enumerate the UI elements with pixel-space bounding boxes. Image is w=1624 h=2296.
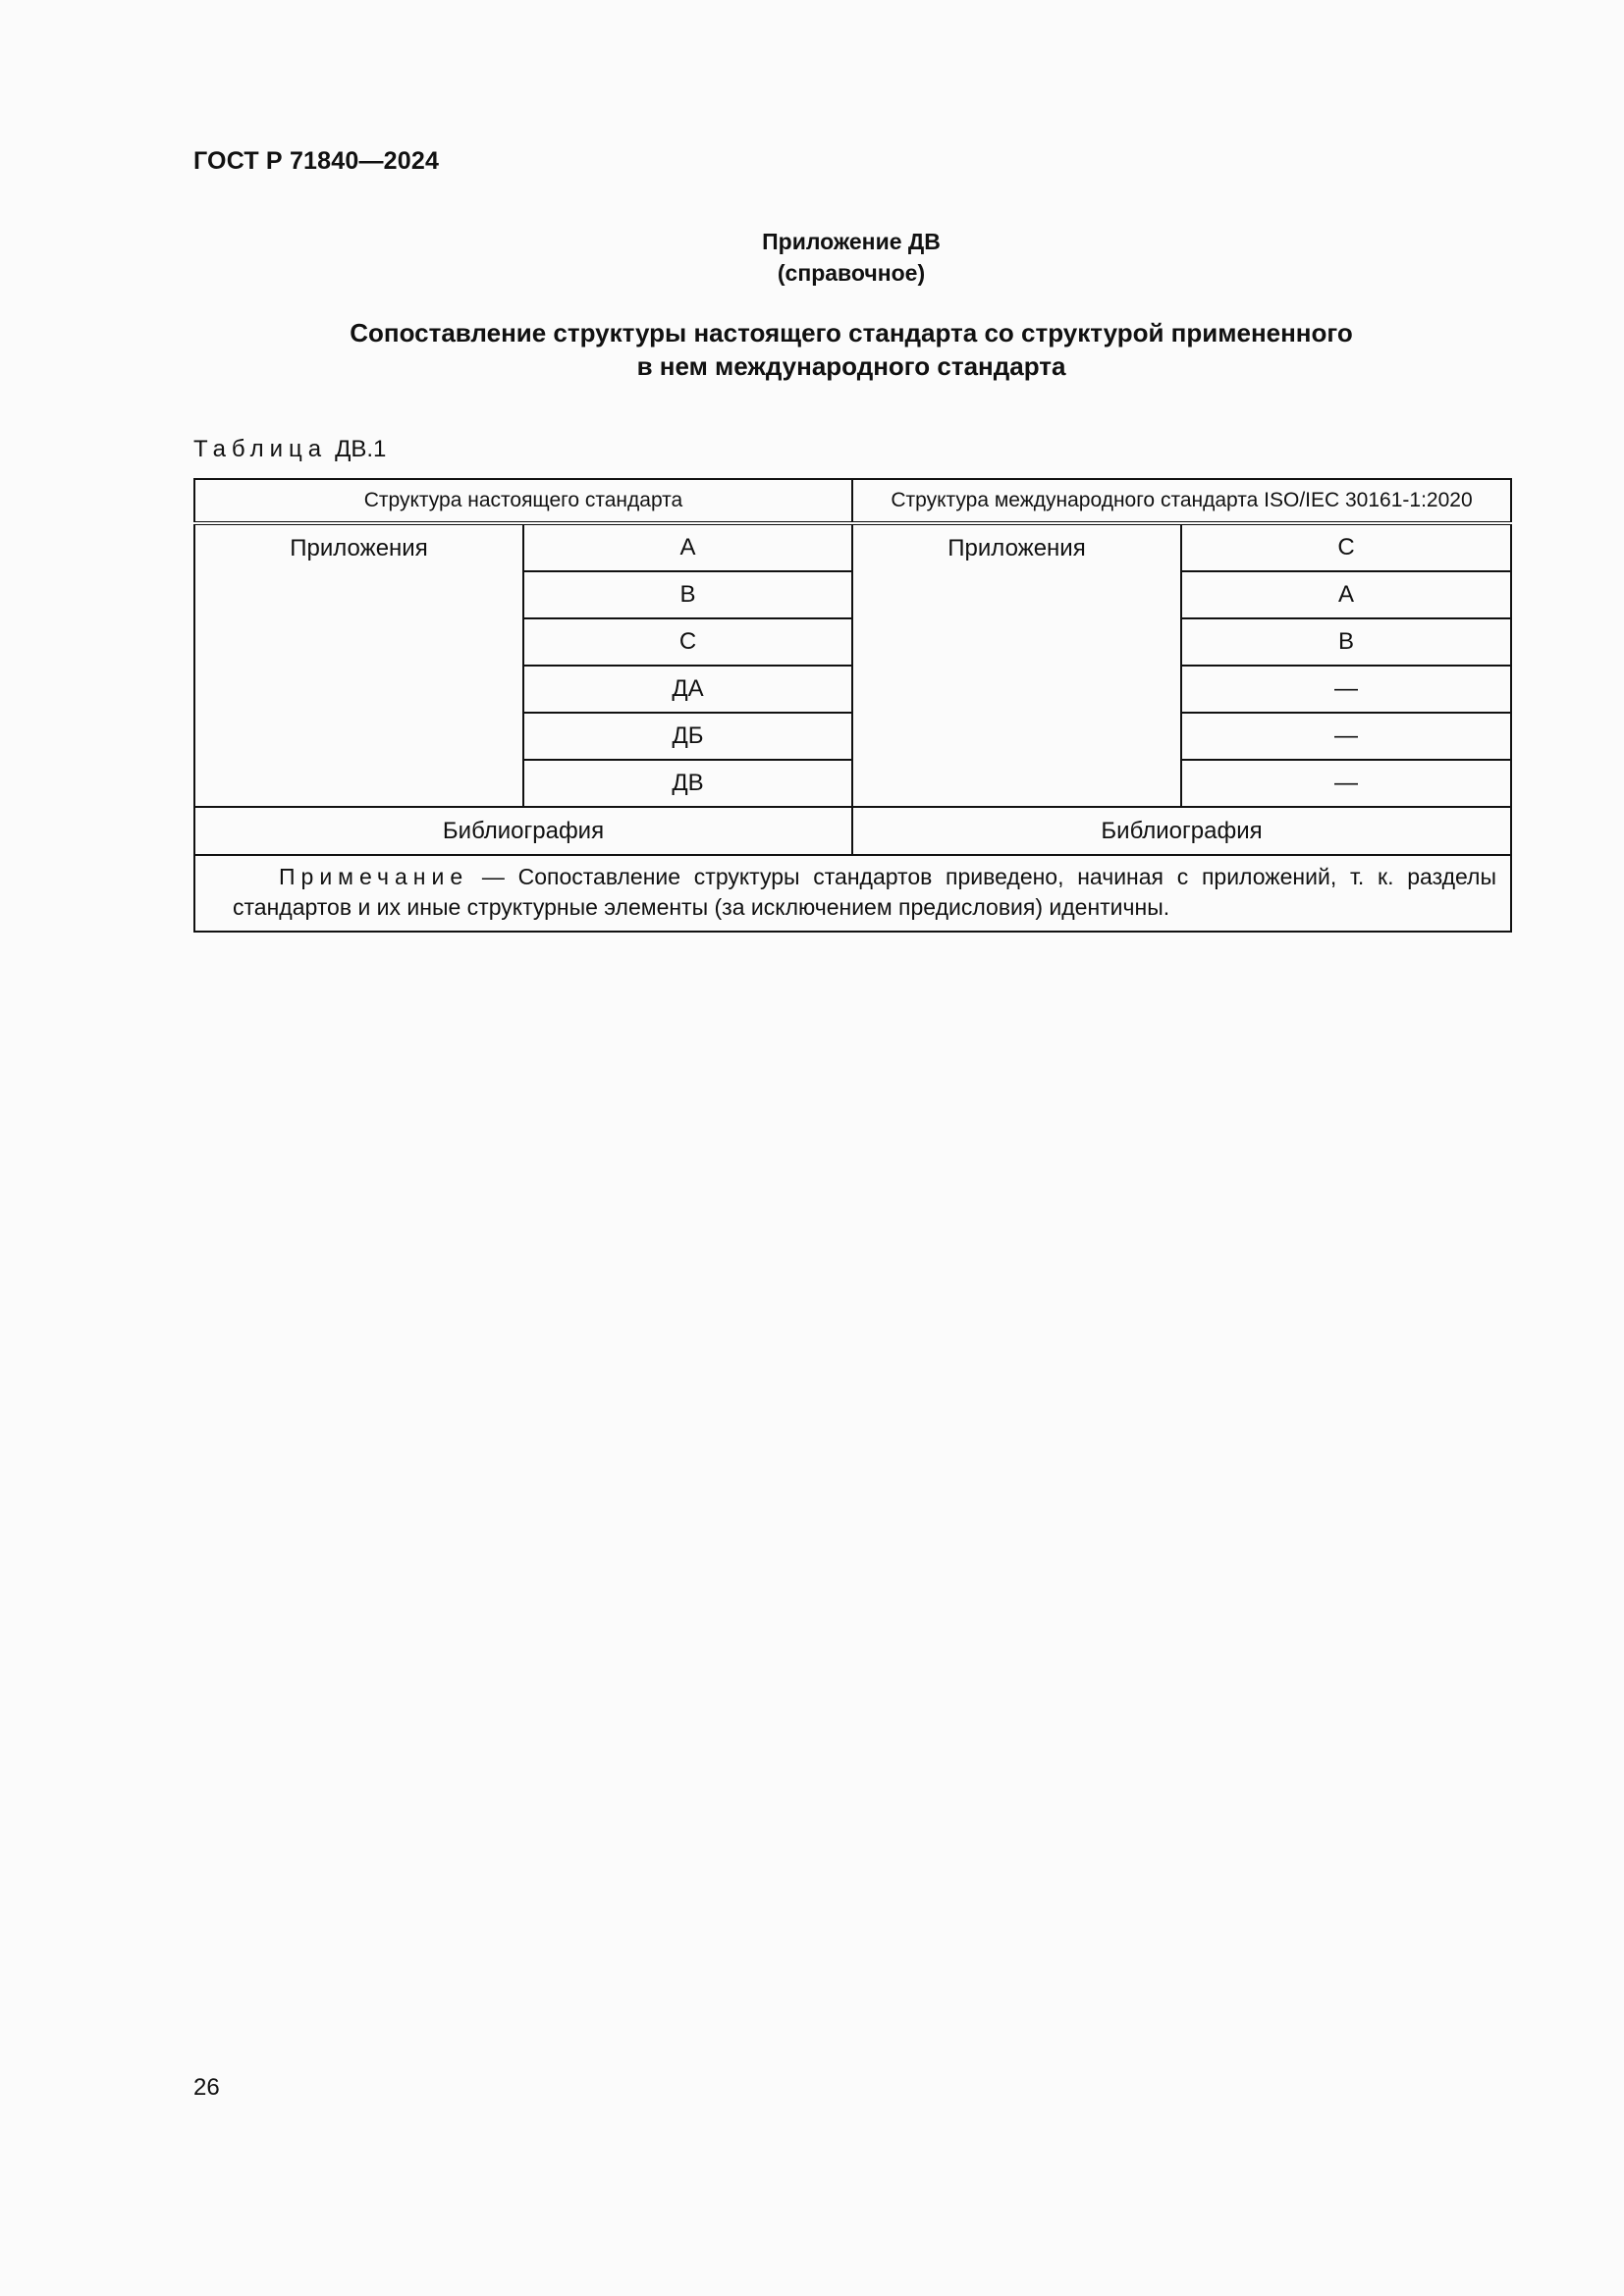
bibliography-international: Библиография xyxy=(852,807,1511,855)
comparison-table-container xyxy=(193,478,1510,933)
national-annex-cell: ДБ xyxy=(523,713,852,760)
table-note xyxy=(194,855,1511,932)
bibliography-national: Библиография xyxy=(194,807,852,855)
document-title xyxy=(193,316,1509,383)
annex-title: Приложение ДВ xyxy=(762,229,941,254)
note-label: Примечание xyxy=(279,864,469,889)
bibliography-row xyxy=(194,807,1511,855)
table-row xyxy=(194,523,1511,571)
international-annex-cell: — xyxy=(1181,760,1511,807)
national-annex-cell: В xyxy=(523,571,852,618)
page-number: 26 xyxy=(193,2074,220,2101)
group-label-annexes-national: Приложения xyxy=(194,523,523,807)
national-annex-cell: С xyxy=(523,618,852,666)
document-code: ГОСТ Р 71840—2024 xyxy=(193,147,440,175)
note-text: — Сопоставление структуры стандартов приведено, начиная с приложений, т. к. разделы стандартов и их иные структурные элементы (за исключением предисловия) идентичны. xyxy=(233,864,1497,920)
header-national-structure: Структура настоящего стандарта xyxy=(194,479,852,523)
international-annex-cell: — xyxy=(1181,666,1511,713)
document-title-line-1: Сопоставление структуры настоящего стандарта со структурой примененного xyxy=(350,318,1353,347)
annex-heading xyxy=(193,226,1509,289)
international-annex-cell: В xyxy=(1181,618,1511,666)
national-annex-cell: ДА xyxy=(523,666,852,713)
table-caption-word: Таблица xyxy=(193,436,328,462)
document-title-line-2: в нем международного стандарта xyxy=(636,351,1066,381)
international-annex-cell: С xyxy=(1181,523,1511,571)
international-annex-cell: А xyxy=(1181,571,1511,618)
national-annex-cell: А xyxy=(523,523,852,571)
comparison-table xyxy=(193,478,1512,933)
group-label-annexes-international: Приложения xyxy=(852,523,1181,807)
table-header-row xyxy=(194,479,1511,523)
international-annex-cell: — xyxy=(1181,713,1511,760)
header-international-structure: Структура международного стандарта ISO/IEC 30161-1:2020 xyxy=(852,479,1511,523)
table-caption xyxy=(193,436,386,463)
national-annex-cell: ДВ xyxy=(523,760,852,807)
annex-type: (справочное) xyxy=(777,260,926,286)
note-row xyxy=(194,855,1511,932)
table-caption-number: ДВ.1 xyxy=(335,436,387,462)
